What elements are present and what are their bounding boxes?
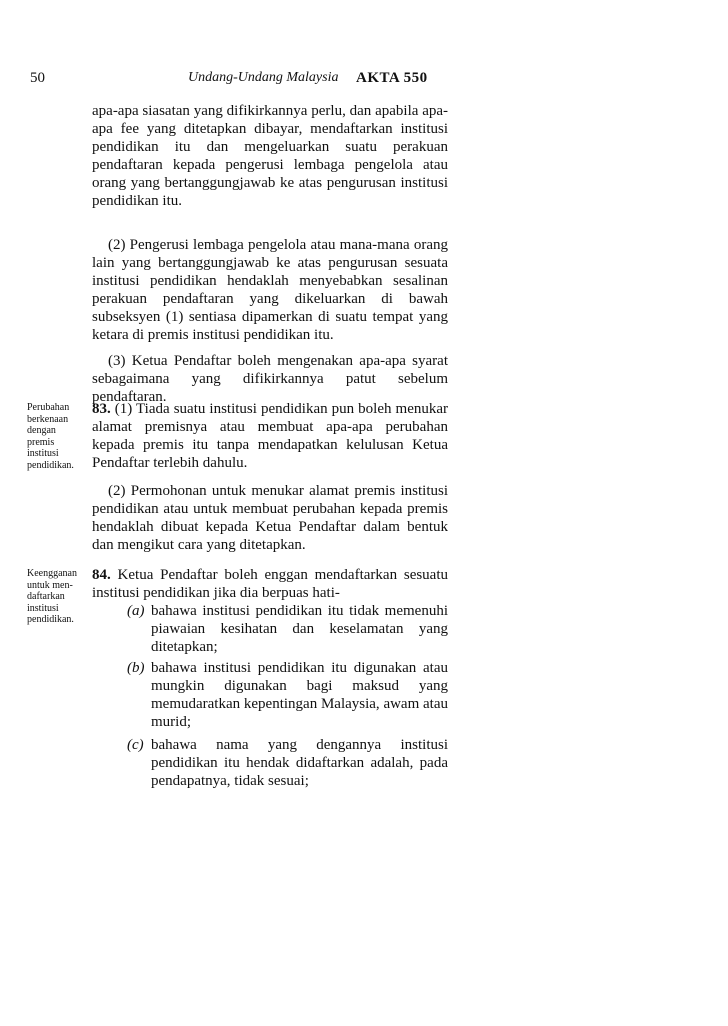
item-b-label: (b) [127, 660, 145, 676]
section-84-margin-note: Keengganan untuk men-daftarkan institusi pendidikan. [27, 568, 77, 625]
section-83-paragraph-2: (2) Permohonan untuk menukar alamat premis institusi pendidikan atau untuk membuat perubahan kepada premis hendaklah dibuat kepada Ketua Pendaftar dalam bentuk dan mengikut cara yang ditetapkan. [92, 483, 448, 553]
item-b-text: bahawa institusi pendidikan itu digunakan atau mungkin digunakan bagi maksud yang memudaratkan kepentingan Malaysia, awam atau murid; [151, 660, 448, 730]
section-83-margin-note: Perubahan berkenaan dengan premis institusi pendidikan. [27, 402, 74, 471]
item-c-label: (c) [127, 737, 144, 753]
item-a-label: (a) [127, 603, 145, 619]
item-c-text: bahawa nama yang dengannya institusi pendidikan itu hendak didaftarkan adalah, pada pendapatnya, tidak sesuai; [151, 737, 448, 789]
running-title: Undang-Undang Malaysia [188, 70, 339, 85]
page-number: 50 [30, 70, 45, 86]
item-a-text: bahawa institusi pendidikan itu tidak memenuhi piawaian kesihatan dan keselamatan yang ditetapkan; [151, 603, 448, 655]
section-84-item-a [127, 602, 448, 656]
section-84-item-c [127, 736, 448, 790]
section-84-item-b [127, 659, 448, 731]
section-84-intro [92, 566, 448, 602]
section-84-number: 84. [92, 567, 111, 583]
section-83-paragraph-1 [92, 400, 448, 472]
section-83-text-1: (1) Tiada suatu institusi pendidikan pun boleh menukar alamat premisnya atau membuat apa-apa perubahan kepada premis itu tanpa mendapatkan kelulusan Ketua Pendaftar terlebih dahulu. [92, 401, 449, 471]
section-84-text: Ketua Pendaftar boleh enggan mendaftarkan sesuatu institusi pendidikan jika dia berpuas hati- [92, 567, 449, 601]
act-label: AKTA 550 [356, 70, 428, 86]
section-83-number: 83. [92, 401, 111, 417]
subsection-3-paragraph: (3) Ketua Pendaftar boleh mengenakan apa-apa syarat sebagaimana yang difikirkannya patut sebelum pendaftaran. [92, 353, 448, 405]
continuation-paragraph: apa-apa siasatan yang difikirkannya perlu, dan apabila apa-apa fee yang ditetapkan dibayar, mendaftarkan institusi pendidikan itu dan mengeluarkan suatu perakuan pendaftaran kepada pengerusi lembaga pengelola atau orang yang bertanggungjawab ke atas pengurusan institusi pendidikan itu. [92, 103, 448, 209]
subsection-2-paragraph: (2) Pengerusi lembaga pengelola atau mana-mana orang lain yang bertanggungjawab ke atas pengurusan sesuata institusi pendidikan hendaklah menyebabkan sesalinan perakuan pendaftaran yang dikeluarkan di bawah subseksyen (1) sentiasa dipamerkan di suatu tempat yang ketara di premis institusi pendidikan itu. [92, 237, 448, 343]
page-header [0, 70, 728, 90]
